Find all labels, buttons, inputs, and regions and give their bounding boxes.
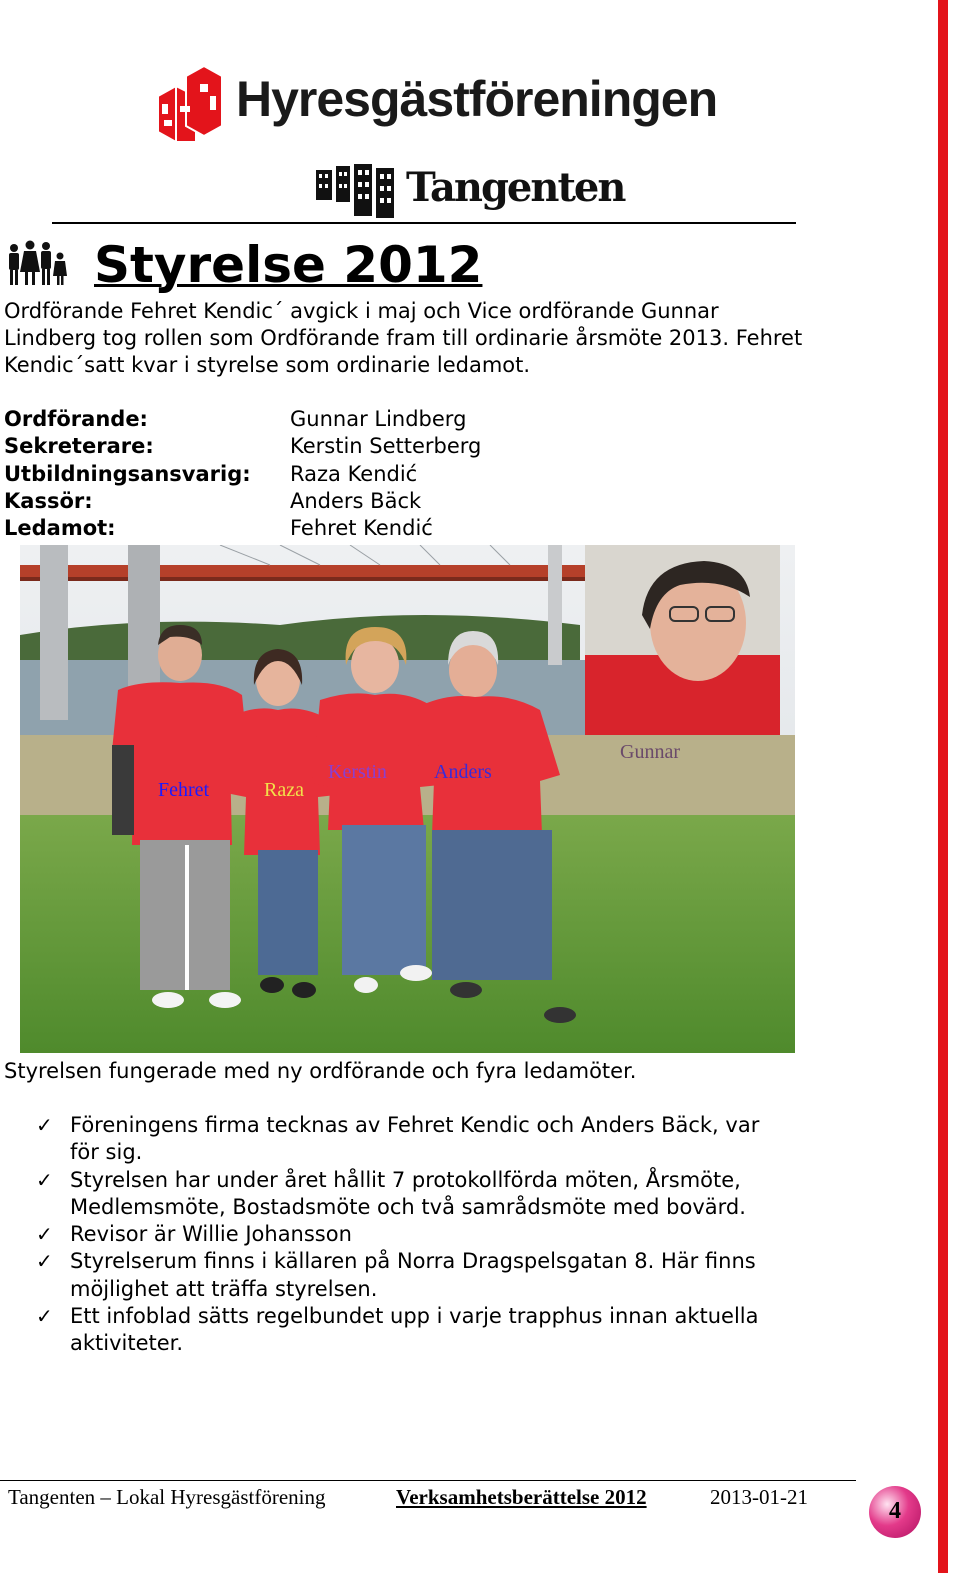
role-person: Fehret Kendić: [290, 516, 433, 541]
photo-label-kerstin: Kerstin: [328, 761, 387, 783]
family-icon: [6, 240, 68, 286]
page-number: 4: [889, 1498, 901, 1524]
list-item: [36, 1112, 836, 1167]
footer-divider: [0, 1480, 856, 1481]
photo-label-anders: Anders: [434, 761, 492, 783]
role-row: [4, 433, 604, 460]
role-person: Anders Bäck: [290, 488, 422, 513]
check-icon: ✓: [36, 1304, 53, 1329]
photo-label-gunnar: Gunnar: [620, 741, 680, 763]
role-title: Ordförande:: [4, 407, 148, 431]
role-row: [4, 488, 604, 515]
board-photo: [20, 545, 795, 1053]
bullet-text-cont: möjlighet att träffa styrelsen.: [70, 1276, 378, 1301]
header-divider: [52, 222, 796, 224]
tangenten-logo: [314, 160, 625, 222]
footer-org: Tangenten – Lokal Hyresgästförening: [8, 1485, 326, 1509]
bullet-text-cont: aktiviteter.: [70, 1331, 184, 1356]
page-number-badge: [869, 1486, 921, 1538]
check-icon: ✓: [36, 1167, 53, 1192]
house-logo-icon: [152, 66, 224, 146]
list-item: [36, 1167, 836, 1222]
footer-date: 2013-01-21: [710, 1485, 808, 1509]
role-row: [4, 515, 604, 542]
role-title: Utbildningsansvarig:: [4, 461, 251, 486]
bullet-text-cont: för sig.: [70, 1140, 143, 1165]
page-title: Styrelse 2012: [94, 236, 483, 294]
bullet-text: Föreningens firma tecknas av Fehret Kendic och Anders Bäck, var: [70, 1113, 760, 1137]
bullet-text: Styrelsen har under året hållit 7 protokollförda möten, Årsmöte,: [70, 1167, 741, 1192]
footer-document-title: Verksamhetsberättelse 2012: [396, 1485, 647, 1509]
list-item: [36, 1303, 836, 1358]
bullet-text: Styrelserum finns i källaren på Norra Dragspelsgatan 8. Här finns: [70, 1249, 756, 1274]
list-item: [36, 1221, 836, 1248]
hyresgastforeningen-logo: [152, 62, 732, 152]
role-person: Raza Kendić: [290, 461, 418, 486]
bullet-text-cont: Medlemsmöte, Bostadsmöte och två samrådsmöte med bovärd.: [70, 1194, 746, 1219]
bullet-text: Ett infoblad sätts regelbundet upp i varje trapphus innan aktuella: [70, 1304, 759, 1329]
bullet-list: [36, 1112, 836, 1358]
intro-paragraph: Ordförande Fehret Kendic´ avgick i maj och Vice ordförande Gunnar Lindberg tog rollen som Ordförande fram till ordinarie årsmöte 2013. Fehret Kendic´satt kvar i styrelse som ordinarie ledamot.: [4, 299, 803, 377]
role-row: [4, 461, 604, 488]
role-title: Sekreterare:: [4, 434, 154, 459]
buildings-icon: [314, 162, 398, 220]
local-name: Tangenten: [406, 164, 625, 211]
photo-label-raza: Raza: [264, 779, 304, 801]
page-edge-red-bar: [938, 0, 948, 1573]
board-photo-illustration: [20, 545, 795, 1053]
summary-text: Styrelsen fungerade med ny ordförande och fyra ledamöter.: [4, 1059, 637, 1083]
list-item: [36, 1248, 836, 1303]
role-person: Kerstin Setterberg: [290, 434, 482, 459]
check-icon: ✓: [36, 1249, 53, 1274]
org-name: Hyresgästföreningen: [236, 71, 718, 127]
bullet-text: Revisor är Willie Johansson: [70, 1222, 352, 1247]
role-row: [4, 406, 604, 433]
board-roles: [4, 406, 604, 542]
photo-label-fehret: Fehret: [158, 779, 210, 801]
role-title: Kassör:: [4, 488, 93, 513]
check-icon: ✓: [36, 1222, 53, 1247]
role-title: Ledamot:: [4, 516, 116, 541]
check-icon: ✓: [36, 1113, 53, 1137]
role-person: Gunnar Lindberg: [290, 407, 467, 431]
